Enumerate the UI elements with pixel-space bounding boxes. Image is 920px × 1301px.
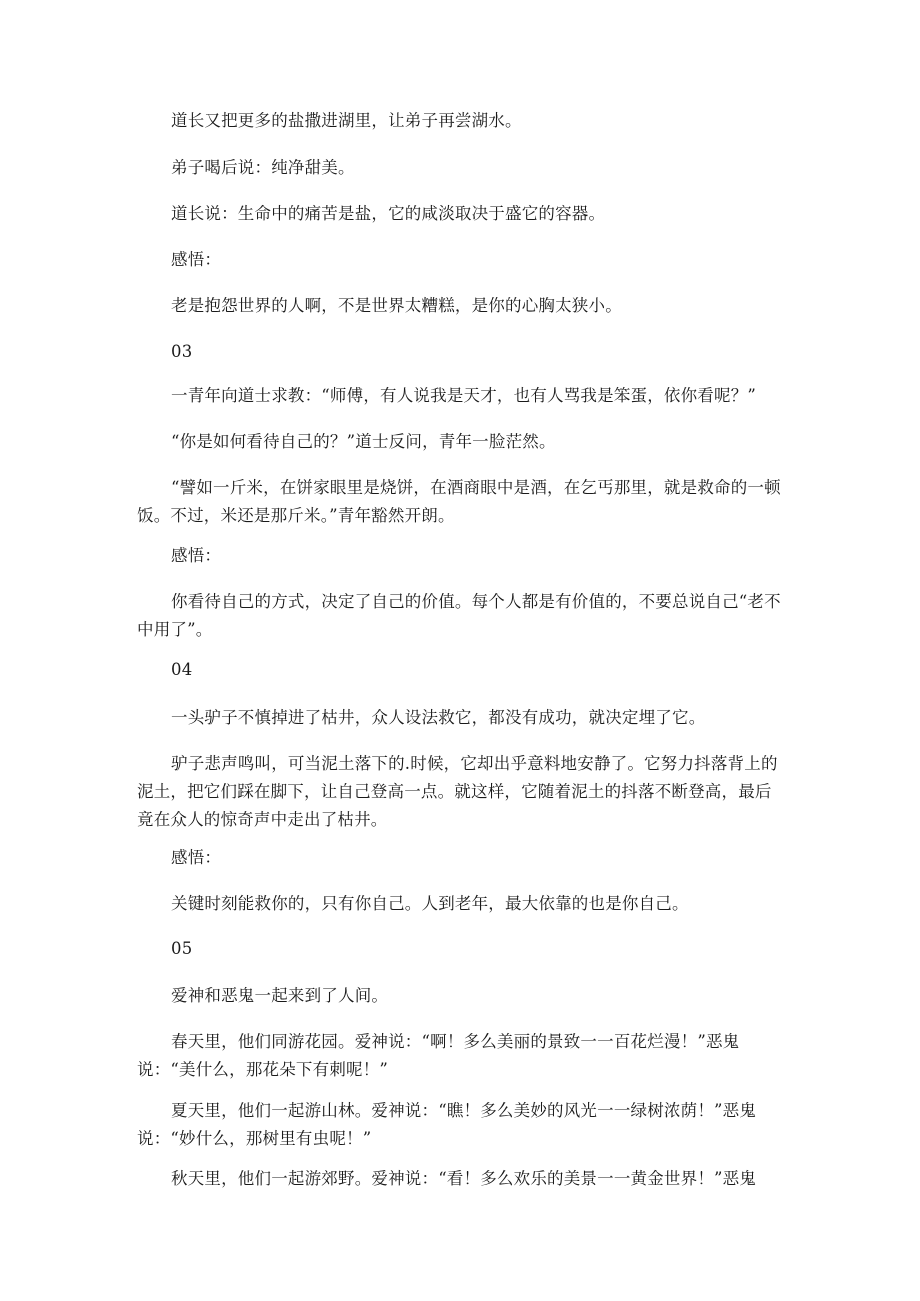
paragraph: 爱神和恶鬼一起来到了人间。	[171, 986, 389, 1005]
paragraph: 秋天里，他们一起游郊野。爱神说：“看！多么欢乐的美景一一黄金世界！”恶鬼	[171, 1169, 757, 1188]
paragraph: 春天里，他们同游花园。爱神说：“啊！多么美丽的景致一一百花烂漫！”恶鬼说：“美什么，那花朵下有刺呢！”	[137, 1032, 740, 1079]
section-heading: 感悟：	[171, 546, 222, 565]
paragraph: “你是如何看待自己的？”道士反问，青年一脸茫然。	[171, 432, 556, 451]
paragraph: 道长又把更多的盐撒进湖里，让弟子再尝湖水。	[171, 111, 522, 130]
paragraph: 老是抱怨世界的人啊，不是世界太糟糕，是你的心胸太狭小。	[171, 296, 622, 315]
section-number: 04	[171, 660, 193, 679]
paragraph: 驴子悲声鸣叫，可当泥土落下的.时候，它却出乎意料地安静了。它努力抖落背上的泥土，把它们踩在脚下，让自己登高一点。就这样，它随着泥土的抖落不断登高，最后竟在众人的惊奇声中走出了枯井。	[137, 754, 778, 829]
paragraph: 关键时刻能救你的，只有你自己。人到老年，最大依靠的也是你自己。	[171, 894, 689, 913]
section-number: 03	[171, 342, 193, 361]
paragraph: 你看待自己的方式，决定了自己的价值。每个人都是有价值的，不要总说自己“老不中用了”。	[137, 592, 781, 639]
paragraph: “譬如一斤米，在饼家眼里是烧饼，在酒商眼中是酒，在乞丐那里，就是救命的一顿饭。不过，米还是那斤米。”青年豁然开朗。	[137, 478, 781, 525]
paragraph: 夏天里，他们一起游山林。爱神说：“瞧！多么美妙的风光一一绿树浓荫！”恶鬼说：“妙什么，那树里有虫呢！”	[137, 1101, 757, 1148]
paragraph: 一青年向道士求教：“师傅，有人说我是天才，也有人骂我是笨蛋，依你看呢？”	[171, 386, 757, 405]
paragraph: 弟子喝后说：纯净甜美。	[171, 158, 355, 177]
section-heading: 感悟：	[171, 250, 222, 269]
section-number: 05	[171, 939, 193, 958]
paragraph: 一头驴子不慎掉进了枯井，众人设法救它，都没有成功，就决定埋了它。	[171, 708, 706, 727]
paragraph: 道长说：生命中的痛苦是盐，它的咸淡取决于盛它的容器。	[171, 204, 606, 223]
section-heading: 感悟：	[171, 848, 222, 867]
